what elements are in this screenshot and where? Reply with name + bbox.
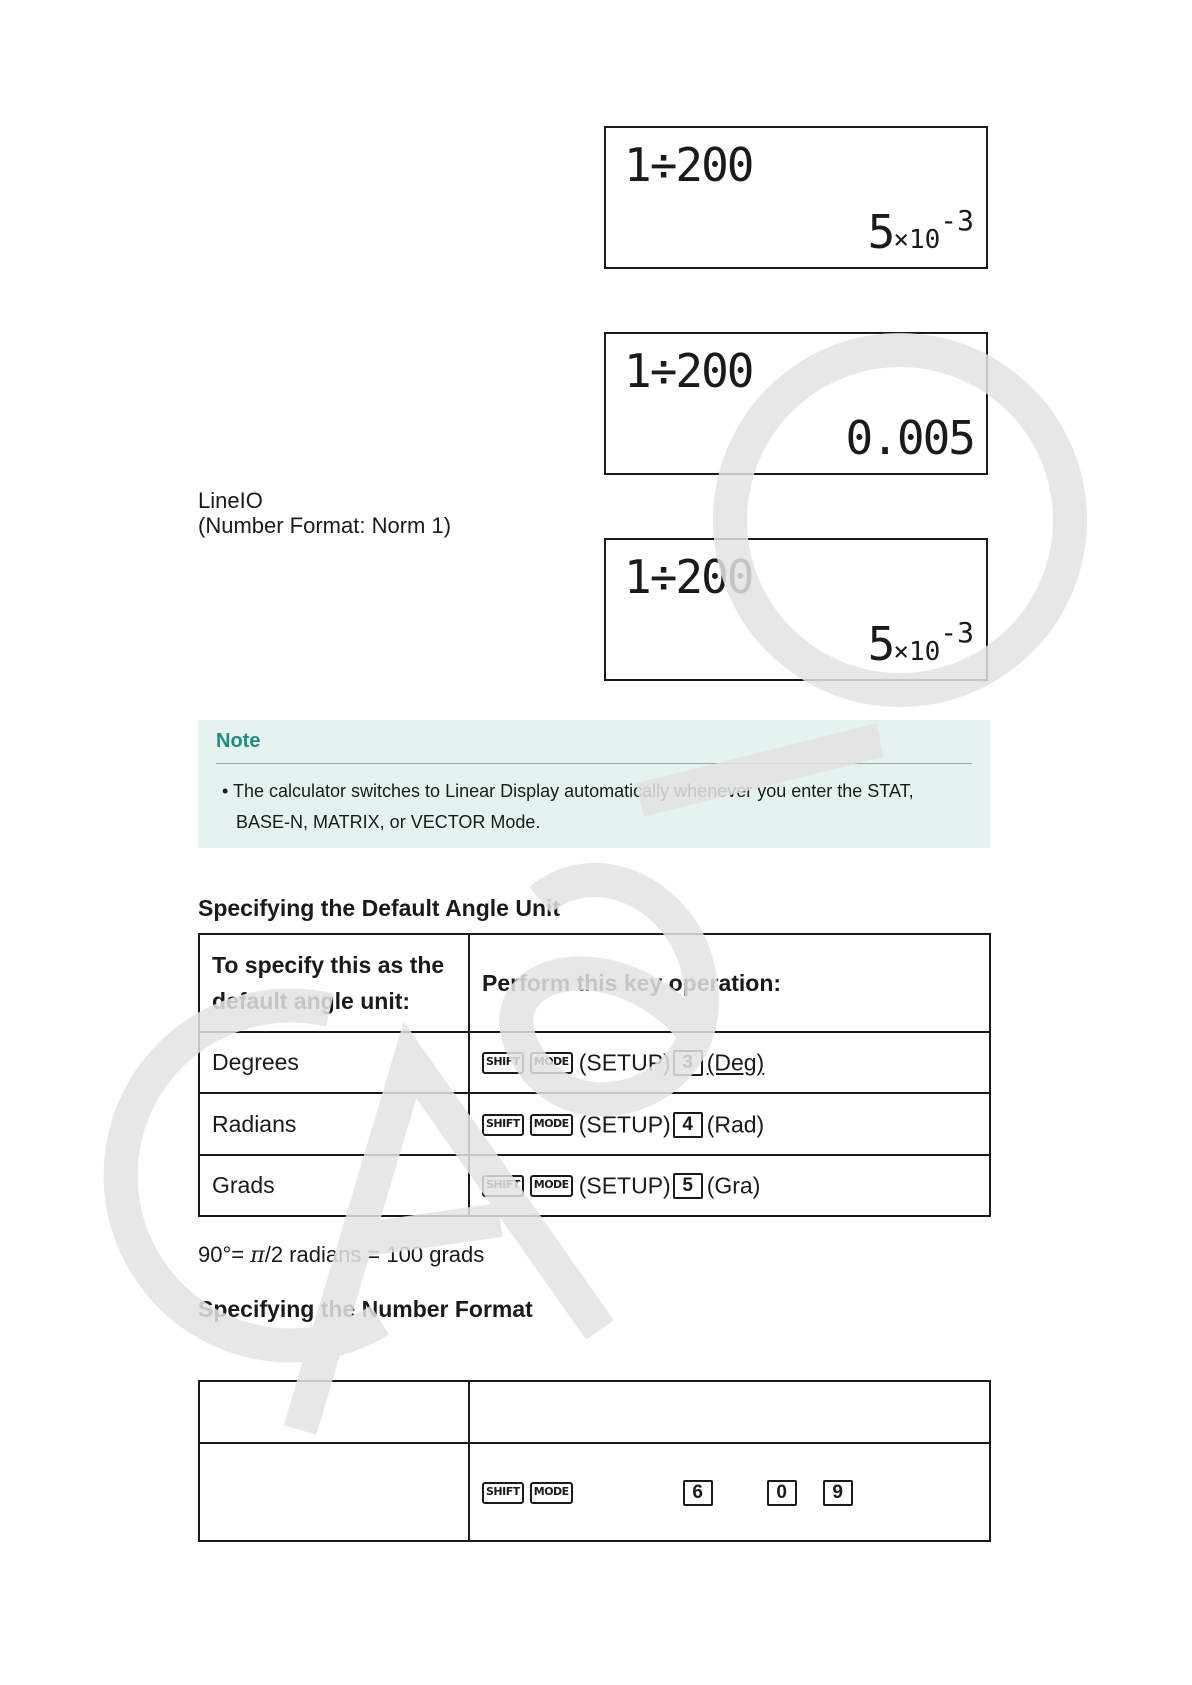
- display-expression: 1÷200: [624, 344, 753, 398]
- number-format-table: [198, 1380, 991, 1542]
- angle-unit-name: Degrees: [199, 1032, 469, 1093]
- number-format-heading: Specifying the Number Format: [198, 1296, 533, 1322]
- mode-key-icon: MODE: [530, 1175, 573, 1197]
- label-line-1: LineIO: [198, 488, 263, 513]
- number-key-icon: 0: [767, 1480, 797, 1506]
- note-box: [198, 720, 990, 848]
- angle-conversion-formula: [198, 1242, 484, 1268]
- number-key-icon: 9: [823, 1480, 853, 1506]
- calculator-display-2: [604, 332, 988, 475]
- setup-label: (SETUP): [578, 1111, 671, 1138]
- angle-unit-name: Radians: [199, 1093, 469, 1155]
- result-times-ten: ×10: [893, 637, 941, 667]
- col2-header-cell: [469, 1381, 990, 1443]
- setup-label: (SETUP): [578, 1049, 671, 1076]
- col1-header: To specify this as the default angle unit:: [199, 934, 469, 1032]
- number-key-icon: 5: [673, 1173, 703, 1199]
- col2-header: Perform this key operation:: [469, 934, 990, 1032]
- key-operation: [469, 1443, 990, 1541]
- table-header-row: [199, 934, 990, 1032]
- table-header-row: [199, 1381, 990, 1443]
- shift-key-icon: SHIFT: [482, 1114, 524, 1136]
- display-expression: 1÷200: [624, 550, 753, 604]
- shift-key-icon: SHIFT: [482, 1175, 524, 1197]
- table-row: [199, 1032, 990, 1093]
- mode-key-icon: MODE: [530, 1114, 573, 1136]
- result-mantissa: 5: [867, 617, 894, 671]
- key-operation: [469, 1155, 990, 1216]
- note-title: Note: [216, 730, 261, 752]
- result-times-ten: ×10: [893, 225, 941, 255]
- angle-unit-name: Grads: [199, 1155, 469, 1216]
- key-operation: [469, 1032, 990, 1093]
- formula-part-2: /2 radians = 100 grads: [264, 1242, 485, 1267]
- table-row: [199, 1093, 990, 1155]
- unit-suffix: (Gra): [706, 1172, 761, 1199]
- calculator-display-1: [604, 126, 988, 269]
- angle-unit-heading: Specifying the Default Angle Unit: [198, 895, 561, 921]
- col1-header-cell: [199, 1381, 469, 1443]
- table-row: [199, 1155, 990, 1216]
- key-operation: [469, 1093, 990, 1155]
- setup-label: (SETUP): [578, 1172, 671, 1199]
- number-key-icon: 3: [673, 1050, 703, 1076]
- mode-key-icon: MODE: [530, 1052, 573, 1074]
- format-name-cell: [199, 1443, 469, 1541]
- table-row: [199, 1443, 990, 1541]
- formula-part-1: 90°=: [198, 1242, 251, 1267]
- number-key-icon: 4: [673, 1112, 703, 1138]
- result-exponent: -3: [940, 204, 974, 237]
- mode-key-icon: MODE: [530, 1482, 573, 1504]
- display-result: 0.005: [845, 411, 974, 465]
- label-line-2: (Number Format: Norm 1): [198, 513, 452, 538]
- shift-key-icon: SHIFT: [482, 1052, 524, 1074]
- pi-symbol: π: [250, 1243, 265, 1268]
- display-expression: 1÷200: [624, 138, 753, 192]
- angle-unit-table: [198, 933, 991, 1217]
- calculator-display-3: [604, 538, 988, 681]
- unit-suffix: (Deg): [706, 1049, 765, 1076]
- number-key-icon: 6: [683, 1480, 713, 1506]
- unit-suffix: (Rad): [706, 1111, 765, 1138]
- result-exponent: -3: [940, 616, 974, 649]
- display-result: [868, 204, 974, 259]
- note-body: • The calculator switches to Linear Display automatically whenever you enter the STAT, BASE-N, MATRIX, or VECTOR Mode.: [222, 781, 914, 832]
- note-divider: [216, 763, 972, 764]
- shift-key-icon: SHIFT: [482, 1482, 524, 1504]
- display-mode-label: [198, 488, 451, 538]
- display-result: [868, 616, 974, 671]
- result-mantissa: 5: [867, 205, 894, 259]
